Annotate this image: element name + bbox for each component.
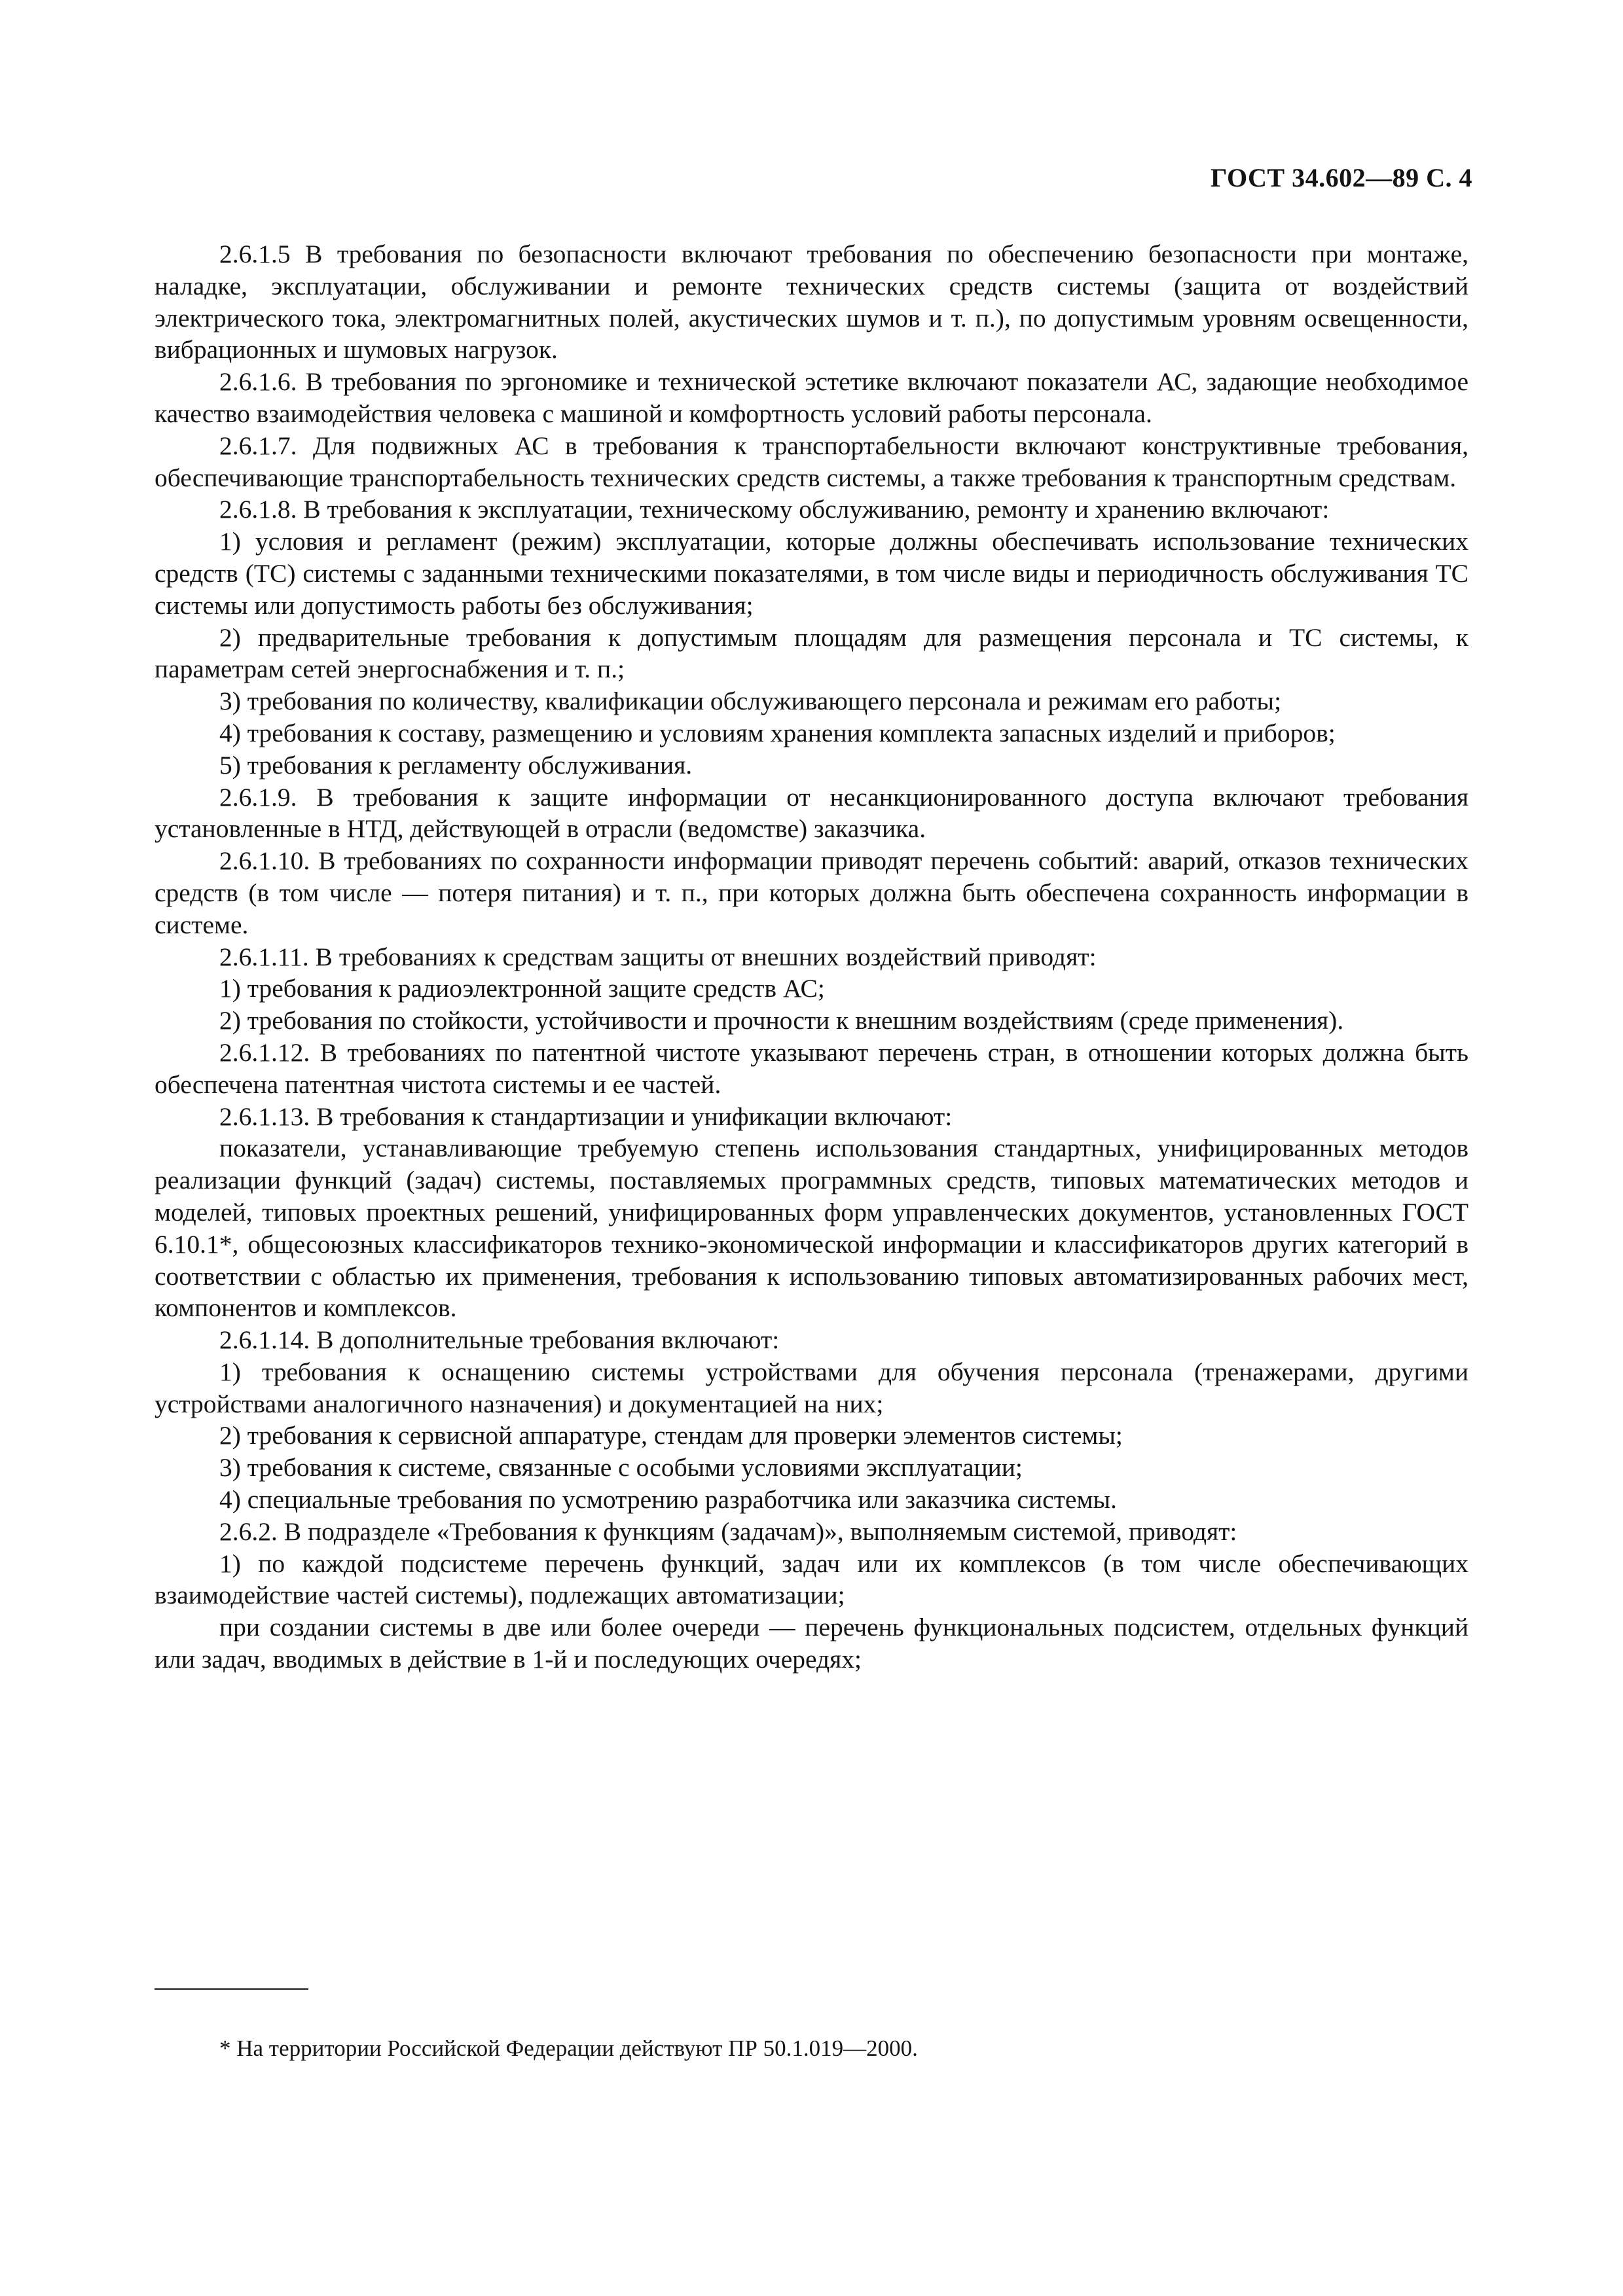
paragraph-2-6-1-6: 2.6.1.6. В требования по эргономике и технической эстетике включают показатели АС, задающие необходимое качество взаимодействия человека с машиной и комфортность условий работы персонала. bbox=[155, 367, 1468, 428]
list-item: 1) требования к оснащению системы устройствами для обучения персонала (тренажерами, другими устройствами аналогичного назначения) и документацией на них; bbox=[155, 1357, 1468, 1418]
paragraph-2-6-1-12: 2.6.1.12. В требованиях по патентной чистоте указывают перечень стран, в отношении которых должна быть обеспечена патентная чистота системы и ее частей. bbox=[155, 1037, 1468, 1099]
list-item: 1) условия и регламент (режим) эксплуатации, которые должны обеспечивать использование технических средств (ТС) системы с заданными техническими показателями, в том числе виды и периодичность обслуживания ТС системы или допустимость работы без обслуживания; bbox=[155, 527, 1468, 620]
footnote-divider bbox=[155, 1988, 308, 1990]
paragraph-2-6-2: 2.6.2. В подразделе «Требования к функциям (задачам)», выполняемым системой, приводят: bbox=[219, 1516, 1237, 1546]
document-body bbox=[155, 238, 1468, 1676]
list-item: 2) требования по стойкости, устойчивости и прочности к внешним воздействиям (среде применения). bbox=[219, 1006, 1344, 1035]
list-item: 1) требования к радиоэлектронной защите средств АС; bbox=[219, 974, 825, 1003]
list-item: 4) требования к составу, размещению и условиям хранения комплекта запасных изделий и приборов; bbox=[219, 718, 1336, 747]
list-item: 4) специальные требования по усмотрению разработчика или заказчика системы. bbox=[219, 1485, 1117, 1515]
footnote: * На территории Российской Федерации действуют ПР 50.1.019—2000. bbox=[219, 2036, 918, 2061]
list-item: показатели, устанавливающие требуемую степень использования стандартных, унифицированных методов реализации функций (задач) системы, поставляемых программных средств, типовых математических методов и моделей, типовых проектных решений, унифицированных форм управленческих документов, установленных ГОСТ 6.10.1*, общесоюзных классификаторов технико-экономической информации и классификаторов других категорий в соответствии с областью их применения, требования к использованию типовых автоматизированных рабочих мест, компонентов и комплексов. bbox=[155, 1134, 1468, 1323]
paragraph-2-6-1-10: 2.6.1.10. В требованиях по сохранности информации приводят перечень событий: аварий, отказов технических средств (в том числе — потеря питания) и т. п., при которых должна быть обеспечена сохранность информации в системе. bbox=[155, 846, 1468, 939]
paragraph-2-6-1-13: 2.6.1.13. В требования к стандартизации и унификации включают: bbox=[219, 1102, 953, 1131]
list-item: при создании системы в две или более очереди — перечень функциональных подсистем, отдельных функций или задач, вводимых в действие в 1-й и последующих очередях; bbox=[155, 1613, 1468, 1674]
list-item: 2) предварительные требования к допустимым площадям для размещения персонала и ТС системы, к параметрам сетей энергоснабжения и т. п.; bbox=[155, 622, 1468, 684]
paragraph-2-6-1-14: 2.6.1.14. В дополнительные требования включают: bbox=[219, 1325, 780, 1355]
list-item: 2) требования к сервисной аппаратуре, стендам для проверки элементов системы; bbox=[219, 1421, 1123, 1450]
paragraph-2-6-1-5: 2.6.1.5 В требования по безопасности включают требования по обеспечению безопасности при монтаже, наладке, эксплуатации, обслуживании и ремонте технических средств системы (защита от воздействий электрического тока, электромагнитных полей, акустических шумов и т. п.), по допустимым уровням освещенности, вибрационных и шумовых нагрузок. bbox=[155, 240, 1468, 365]
paragraph-2-6-1-9: 2.6.1.9. В требования к защите информации от несанкционированного доступа включают требования установленные в НТД, действующей в отрасли (ведомстве) заказчика. bbox=[155, 782, 1468, 844]
list-item: 3) требования к системе, связанные с особыми условиями эксплуатации; bbox=[219, 1453, 1023, 1482]
list-item: 5) требования к регламенту обслуживания. bbox=[219, 750, 693, 780]
list-item: 3) требования по количеству, квалификации обслуживающего персонала и режимам его работы; bbox=[219, 687, 1282, 716]
list-item: 1) по каждой подсистеме перечень функций, задач или их комплексов (в том числе обеспечивающих взаимодействие частей системы), подлежащих автоматизации; bbox=[155, 1549, 1468, 1610]
page-header: ГОСТ 34.602—89 С. 4 bbox=[1210, 163, 1472, 192]
paragraph-2-6-1-8: 2.6.1.8. В требования к эксплуатации, техническому обслуживанию, ремонту и хранению включают: bbox=[219, 495, 1330, 524]
paragraph-2-6-1-11: 2.6.1.11. В требованиях к средствам защиты от внешних воздействий приводят: bbox=[219, 942, 1097, 971]
paragraph-2-6-1-7: 2.6.1.7. Для подвижных АС в требования к транспортабельности включают конструктивные требования, обеспечивающие транспортабельность технических средств системы, а также требования к транспортным средствам. bbox=[155, 431, 1468, 492]
